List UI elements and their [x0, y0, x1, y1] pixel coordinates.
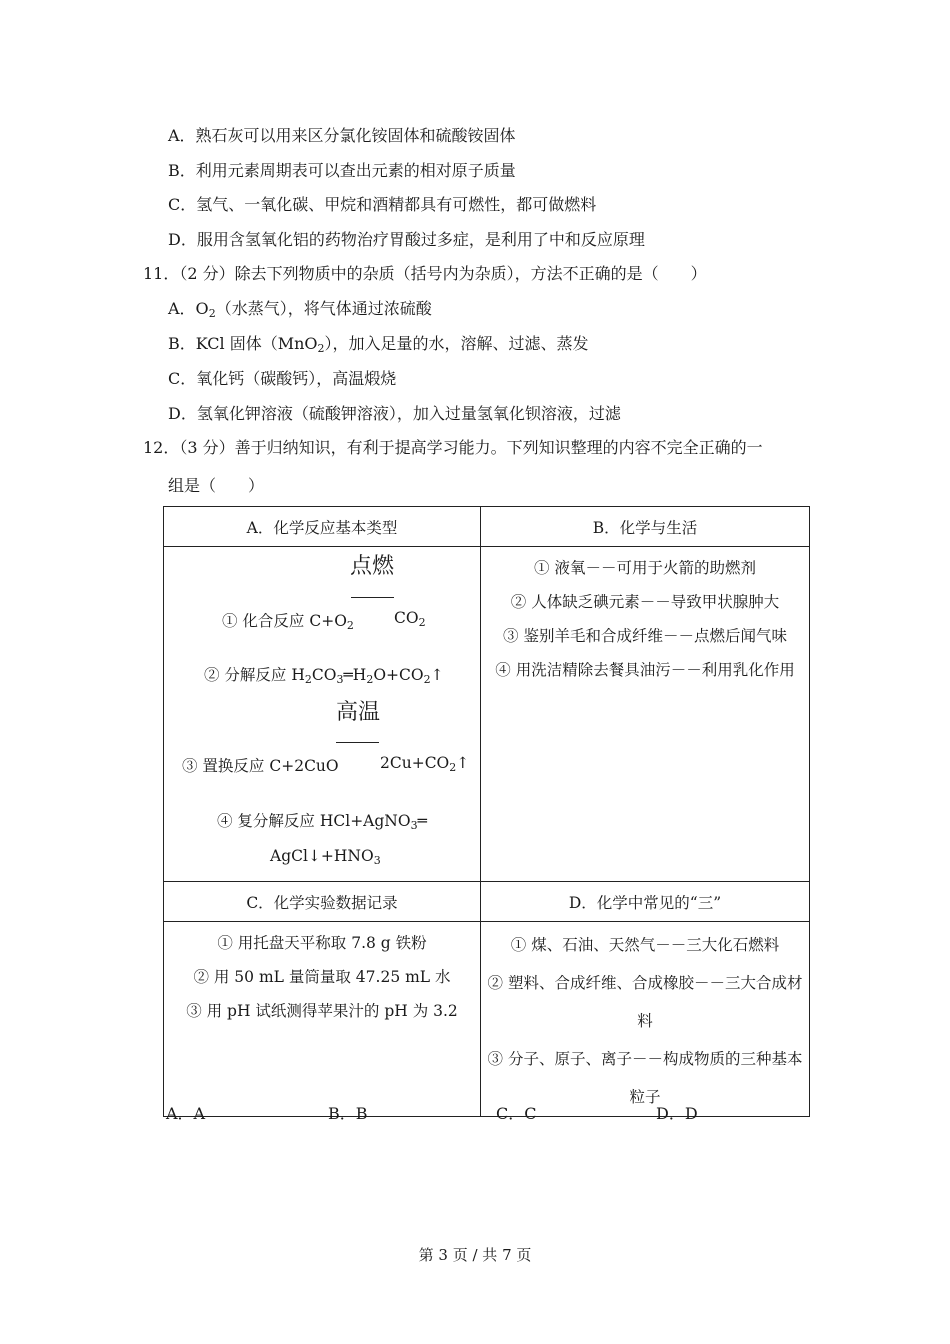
cell-b	[481, 547, 810, 882]
reaction-displacement-product: $2Cu+CO_2↑$	[380, 754, 470, 774]
q10-option-b: B．利用元素周期表可以查出元素的相对原子质量	[168, 161, 516, 180]
reaction-combination-product: $CO_2$	[394, 609, 426, 629]
reaction-displacement: ③ 置换反应 C+2CuO	[182, 757, 339, 775]
q12-stem-line2: 组是（ ）	[168, 476, 265, 495]
reaction-arrow-line	[351, 597, 394, 598]
life-item: ② 人体缺乏碘元素－－导致甲状腺肿大	[510, 593, 780, 611]
header-c: C．化学实验数据记录	[164, 882, 481, 922]
reaction-double-decomposition-products: $AgCl↓+HNO_3$	[270, 847, 381, 867]
knowledge-table	[163, 506, 810, 1117]
condition-ignite: 点燃	[350, 554, 395, 579]
cell-d	[481, 922, 810, 1117]
three-item: ① 煤、石油、天然气－－三大化石燃料	[510, 936, 780, 954]
reaction-arrow-line	[336, 742, 379, 743]
life-item: ① 液氧－－可用于火箭的助燃剂	[534, 559, 756, 577]
condition-high-temperature: 高温	[336, 700, 381, 725]
q11-option-a: A．$O_2$（水蒸气），将气体通过浓硫酸	[168, 299, 432, 320]
q10-option-a: A．熟石灰可以用来区分氯化铵固体和硫酸铵固体	[168, 126, 516, 145]
data-record-item: ② 用 50 mL 量筒量取 47.25 mL 水	[193, 968, 451, 986]
reaction-double-decomposition: ④ 复分解反应 HCl+AgNO$_3$═	[217, 812, 427, 832]
header-b: B．化学与生活	[481, 507, 810, 547]
page-footer: 第 3 页 / 共 7 页	[418, 1246, 532, 1264]
answer-choice-c[interactable]: C．C	[496, 1104, 537, 1123]
data-record-item: ① 用托盘天平称取 7.8 g 铁粉	[217, 934, 427, 952]
q10-option-c: C．氢气、一氧化碳、甲烷和酒精都具有可燃性，都可做燃料	[168, 195, 597, 214]
data-record-item: ③ 用 pH 试纸测得苹果汁的 pH 为 3.2	[186, 1002, 458, 1020]
q12-stem-line1: 12．（3 分）善于归纳知识，有利于提高学习能力。下列知识整理的内容不完全正确的一	[143, 438, 763, 457]
reaction-combination: ① 化合反应 $C+O_2$	[222, 612, 354, 632]
life-item: ③ 鉴别羊毛和合成纤维－－点燃后闻气味	[503, 627, 787, 645]
answer-choice-d[interactable]: D．D	[656, 1104, 698, 1123]
answer-choice-b[interactable]: B．B	[328, 1104, 368, 1123]
q11-stem: 11．（2 分）除去下列物质中的杂质（括号内为杂质），方法不正确的是（ ）	[143, 264, 707, 283]
three-item: ② 塑料、合成纤维、合成橡胶－－三大合成材料	[487, 974, 803, 1030]
life-item: ④ 用洗洁精除去餐具油污－－利用乳化作用	[495, 661, 795, 679]
q11-option-d: D．氢氧化钾溶液（硫酸钾溶液），加入过量氢氧化钡溶液，过滤	[168, 404, 621, 423]
q11-option-b: B．KCl 固体（MnO$_2$），加入足量的水，溶解、过滤、蒸发	[168, 334, 589, 355]
q10-option-d: D．服用含氢氧化铝的药物治疗胃酸过多症，是利用了中和反应原理	[168, 230, 645, 249]
answer-choice-a[interactable]: A．A	[166, 1104, 206, 1123]
cell-c	[164, 922, 481, 1117]
header-d: D．化学中常见的“三”	[481, 882, 810, 922]
three-item: ③ 分子、原子、离子－－构成物质的三种基本粒子	[487, 1050, 803, 1106]
cell-a	[164, 547, 481, 882]
reaction-decomposition: ② 分解反应 $H_2CO_3═H_2O+CO_2↑$	[204, 666, 444, 686]
q12-answer-choices	[0, 1101, 950, 1123]
header-a: A．化学反应基本类型	[164, 507, 481, 547]
q11-option-c: C．氧化钙（碳酸钙），高温煅烧	[168, 369, 397, 388]
